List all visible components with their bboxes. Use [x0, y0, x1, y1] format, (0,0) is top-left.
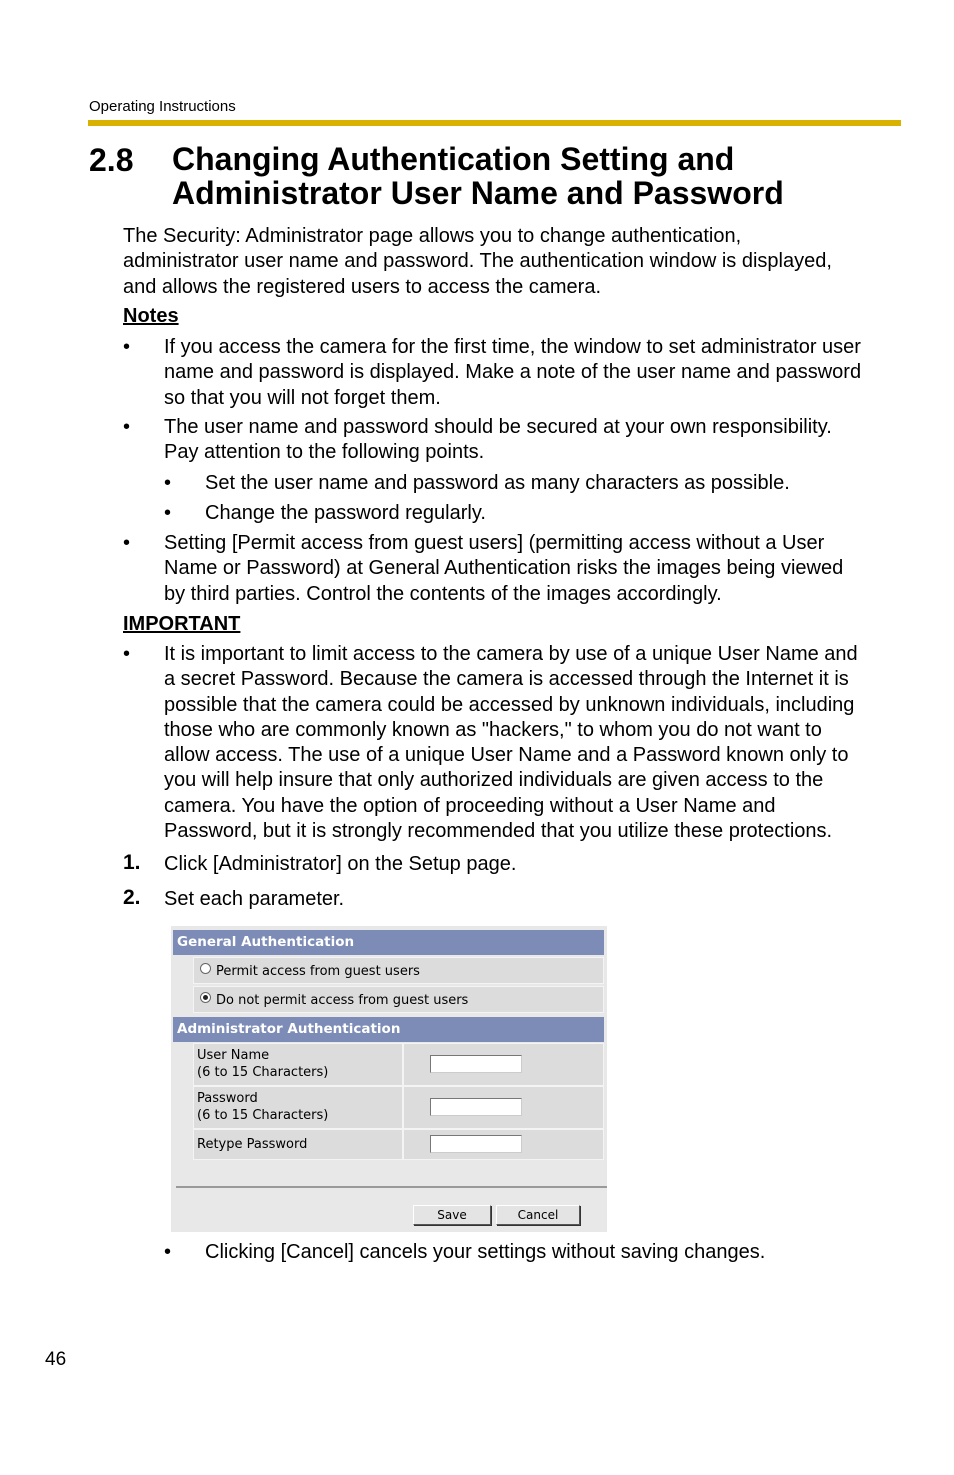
- user-name-label-cell: [194, 1044, 404, 1085]
- text-line: Setting [Permit access from guest users] (permitting access without a User: [164, 532, 825, 554]
- user-name-hint: (6 to 15 Characters): [197, 1065, 329, 1080]
- intro-line: The Security: Administrator page allows you to change authentication,: [123, 225, 742, 247]
- password-row: [193, 1086, 604, 1129]
- radio-selected-icon[interactable]: [200, 992, 211, 1003]
- footer-divider: [176, 1186, 607, 1188]
- cancel-button[interactable]: Cancel: [496, 1205, 580, 1225]
- step-text: Click [Administrator] on the Setup page.: [164, 853, 517, 875]
- intro-paragraph: [123, 224, 832, 300]
- section-title: [172, 142, 784, 210]
- general-authentication-header: General Authentication: [173, 930, 604, 955]
- intro-line: administrator user name and password. The authentication window is displayed,: [123, 250, 832, 273]
- radio-option-permit[interactable]: [193, 957, 604, 984]
- text-line: Pay attention to the following points.: [164, 441, 485, 464]
- text-line: name and password is displayed. Make a note of the user name and password: [164, 361, 862, 384]
- notes-bullet-1: [164, 335, 861, 411]
- text-line: It is important to limit access to the camera by use of a unique User Name and: [164, 643, 858, 665]
- text-line: a secret Password. Because the camera is accessed through the Internet it is: [164, 668, 849, 691]
- bullet-mark: •: [123, 336, 131, 358]
- retype-password-input[interactable]: [430, 1135, 522, 1153]
- settings-panel: [171, 926, 607, 1232]
- bullet-mark: •: [123, 643, 131, 665]
- password-input[interactable]: [430, 1098, 522, 1116]
- notes-heading: Notes: [123, 305, 179, 327]
- retype-password-label: Retype Password: [197, 1137, 308, 1152]
- text-line: If you access the camera for the first time, the window to set administrator user: [164, 336, 861, 358]
- section-title-line2: Administrator User Name and Password: [172, 175, 784, 211]
- text-line: by third parties. Control the contents of the images accordingly.: [164, 582, 722, 605]
- text-line: allow access. The use of a unique User Name and a Password known only to: [164, 744, 849, 767]
- text-line: The user name and password should be secured at your own responsibility.: [164, 416, 832, 438]
- page-number: 46: [45, 1349, 67, 1370]
- text-line: those who are commonly known as "hackers," to whom you do not want to: [164, 718, 822, 741]
- notes-sub-bullet-2: Change the password regularly.: [205, 502, 486, 524]
- intro-line: and allows the registered users to access the camera.: [123, 275, 602, 298]
- step-number: 1.: [123, 851, 141, 874]
- notes-bullet-2: [164, 415, 832, 466]
- retype-password-row: [193, 1129, 604, 1160]
- important-heading: IMPORTANT: [123, 613, 241, 635]
- radio-label: Permit access from guest users: [216, 964, 420, 979]
- radio-option-deny[interactable]: [193, 986, 604, 1013]
- user-name-input[interactable]: [430, 1055, 522, 1073]
- bullet-mark: •: [123, 416, 131, 438]
- text-line: Password, but it is strongly recommended that you utilize these protections.: [164, 820, 833, 843]
- text-line: possible that the camera could be accessed by unknown individuals, including: [164, 693, 855, 716]
- bullet-mark: •: [123, 532, 131, 554]
- radio-unselected-icon[interactable]: [200, 963, 211, 974]
- cancel-note: Clicking [Cancel] cancels your settings without saving changes.: [205, 1241, 766, 1263]
- user-name-label: User Name: [197, 1048, 270, 1063]
- save-button[interactable]: Save: [413, 1205, 491, 1225]
- text-line: camera. You have the option of proceeding without a User Name and: [164, 794, 776, 817]
- step-number: 2.: [123, 886, 141, 909]
- password-label-cell: [194, 1087, 404, 1128]
- header-rule: [88, 120, 901, 126]
- password-label: Password: [197, 1091, 258, 1106]
- text-line: so that you will not forget them.: [164, 386, 441, 409]
- notes-sub-bullet-1: Set the user name and password as many characters as possible.: [205, 472, 790, 494]
- notes-bullet-3: [164, 531, 843, 607]
- retype-password-label-cell: [194, 1130, 404, 1159]
- administrator-authentication-header: Administrator Authentication: [173, 1017, 604, 1042]
- text-line: Name or Password) at General Authentication risks the images being viewed: [164, 557, 844, 580]
- important-bullet-1: [164, 642, 858, 844]
- bullet-mark: •: [164, 1241, 172, 1263]
- password-hint: (6 to 15 Characters): [197, 1108, 329, 1123]
- user-name-row: [193, 1043, 604, 1086]
- step-text: Set each parameter.: [164, 888, 345, 910]
- text-line: you will help insure that only authorized individuals are given access to the: [164, 769, 824, 792]
- radio-label: Do not permit access from guest users: [216, 993, 469, 1008]
- section-title-line1: Changing Authentication Setting and: [172, 141, 735, 177]
- bullet-mark: •: [164, 472, 172, 494]
- bullet-mark: •: [164, 502, 172, 524]
- section-number: 2.8: [89, 142, 134, 178]
- doc-header-label: Operating Instructions: [89, 98, 236, 115]
